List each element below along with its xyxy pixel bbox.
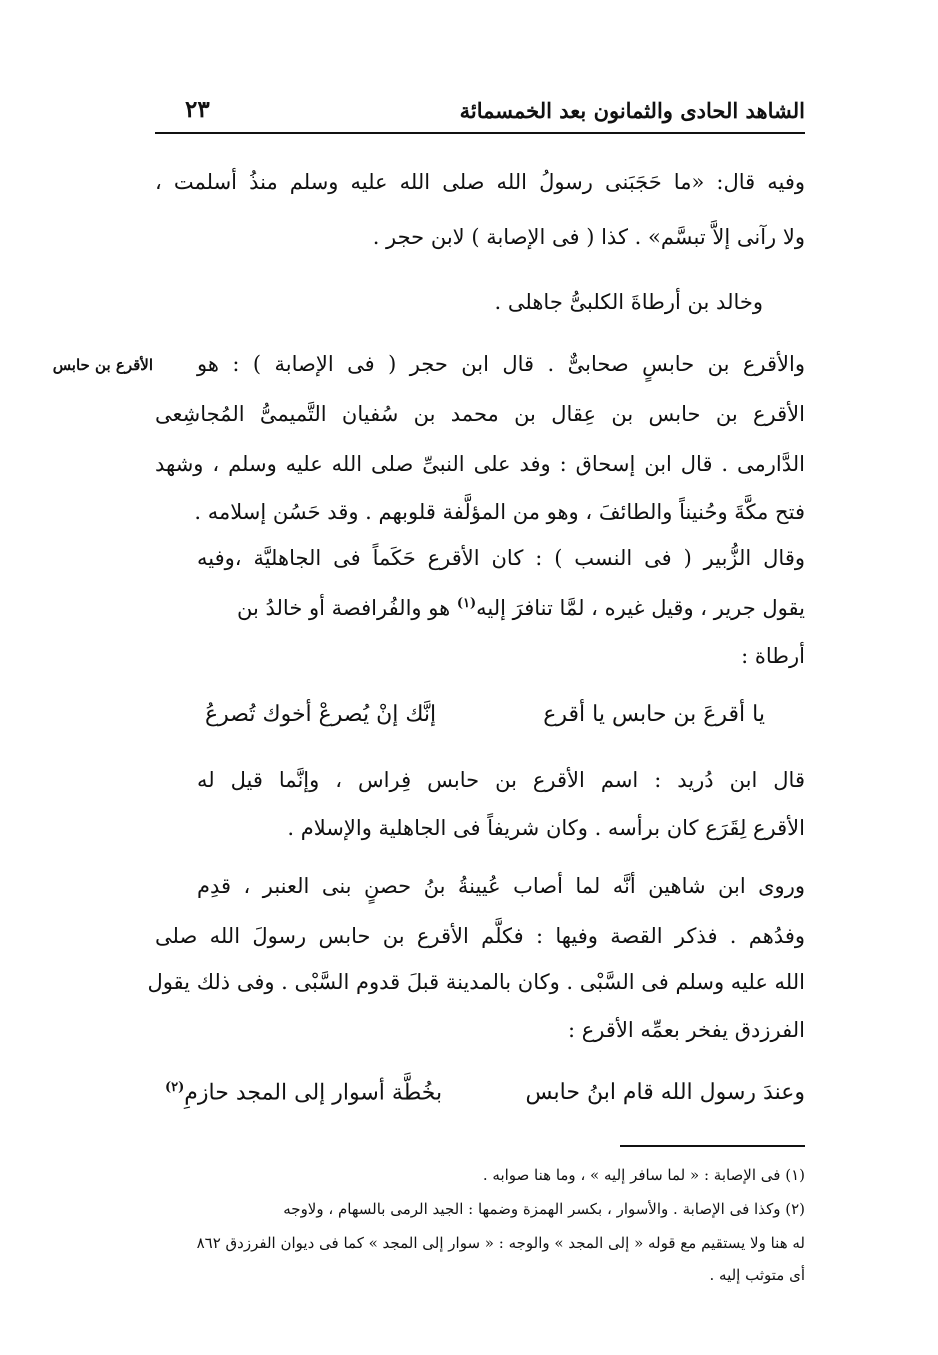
running-title: الشاهد الحادى والثمانون بعد الخمسمائة	[459, 98, 805, 123]
text-line: قال ابن دُريد : اسم الأقرع بن حابس فِراس ، وإنَّما قيل له	[197, 768, 805, 792]
text-fragment: هو والفُرافصة أو خالدُ بن	[237, 596, 451, 620]
text-line: الفرزدق يفخر بعمِّه الأقرع :	[568, 1018, 805, 1042]
text-line: الأقرع بن حابس بن عِقال بن محمد بن سُفيان التَّميمىُّ المُجاشِعى	[155, 402, 805, 426]
text-line: وقال الزُّبير ( فى النسب ) : كان الأقرع حَكَماً فى الجاهليَّة ،وفيه	[197, 546, 805, 570]
footnote-line: أى متوثب إليه .	[709, 1266, 805, 1284]
verse-second-hemistich: إنَّك إنْ يُصرعْ أخوك تُصرعُ	[205, 702, 437, 727]
footnote-marker: (٢)	[165, 1080, 185, 1095]
text-fragment: يقول جرير ، وقيل غيره ، لمَّا تنافرَ إليه	[476, 596, 805, 620]
text-line: وفدُهم . فذكر القصة وفيها : فكلَّم الأقرع بن حابس رسولَ الله صلى	[155, 924, 805, 948]
page-header	[155, 92, 805, 132]
text-line: الدَّارمى . قال ابن إسحاق : وفد على النبىِّ صلى الله عليه وسلم ، وشهد	[155, 452, 805, 476]
footnote-line: (٢) وكذا فى الإصابة . والأسوار ، بكسر الهمزة وضمها : الجيد الرمى بالسهام ، ولاوجه	[283, 1200, 805, 1218]
header-rule	[155, 132, 805, 134]
verse-second-hemistich	[165, 1080, 442, 1105]
text-line	[155, 596, 805, 620]
text-line: والأقرع بن حابسٍ صحابىٌّ . قال ابن حجر ( فى الإصابة ) : هو	[197, 352, 805, 376]
page-number: ٢٣	[185, 96, 210, 123]
text-line: وخالد بن أرطاةَ الكلبىُّ جاهلى .	[494, 290, 763, 314]
text-fragment: بخُطَّة أسوار إلى المجد حازمِ	[184, 1080, 443, 1106]
verse-first-hemistich: وعندَ رسول الله قام ابنُ حابس	[525, 1080, 805, 1105]
footnote-line: له هنا ولا يستقيم مع قوله « إلى المجد » والوجه : « سوار إلى المجد » كما فى ديوان الفرزدق ٨٦٢	[196, 1234, 805, 1252]
footnote-rule	[620, 1145, 805, 1147]
text-line: وفيه قال: «ما حَجَبَنى رسولُ الله صلى الله عليه وسلم منذُ أسلمت ،	[155, 170, 805, 194]
margin-note: الأقرع بن حابس	[52, 356, 153, 374]
verse-first-hemistich: يا أقرعَ بن حابس يا أقرع	[543, 702, 765, 727]
footnote-line: (١) فى الإصابة : « لما سافر إليه » ، وما هنا صوابه .	[482, 1166, 805, 1184]
text-line: أرطاة :	[741, 644, 805, 668]
text-line: فتح مكَّةَ وحُنيناً والطائفَ ، وهو من المؤلَّفة قلوبهم . وقد حَسُن إسلامه .	[194, 500, 805, 524]
text-line: ولا رآنى إلاَّ تبسَّم» . كذا ( فى الإصابة ) لابن حجر .	[372, 225, 805, 249]
text-line: الأقرع لِقَرَع كان برأسه . وكان شريفاً فى الجاهلية والإسلام .	[287, 816, 805, 840]
text-line: الله عليه وسلم فى السَّبْى . وكان بالمدينة قبلَ قدوم السَّبْى . وفى ذلك يقول	[147, 970, 805, 994]
text-line: وروى ابن شاهين أنَّه لما أصاب عُيينةُ بنُ حصنٍ بنى العنبر ، قدِم	[197, 874, 805, 898]
footnote-marker: (١)	[456, 596, 477, 611]
